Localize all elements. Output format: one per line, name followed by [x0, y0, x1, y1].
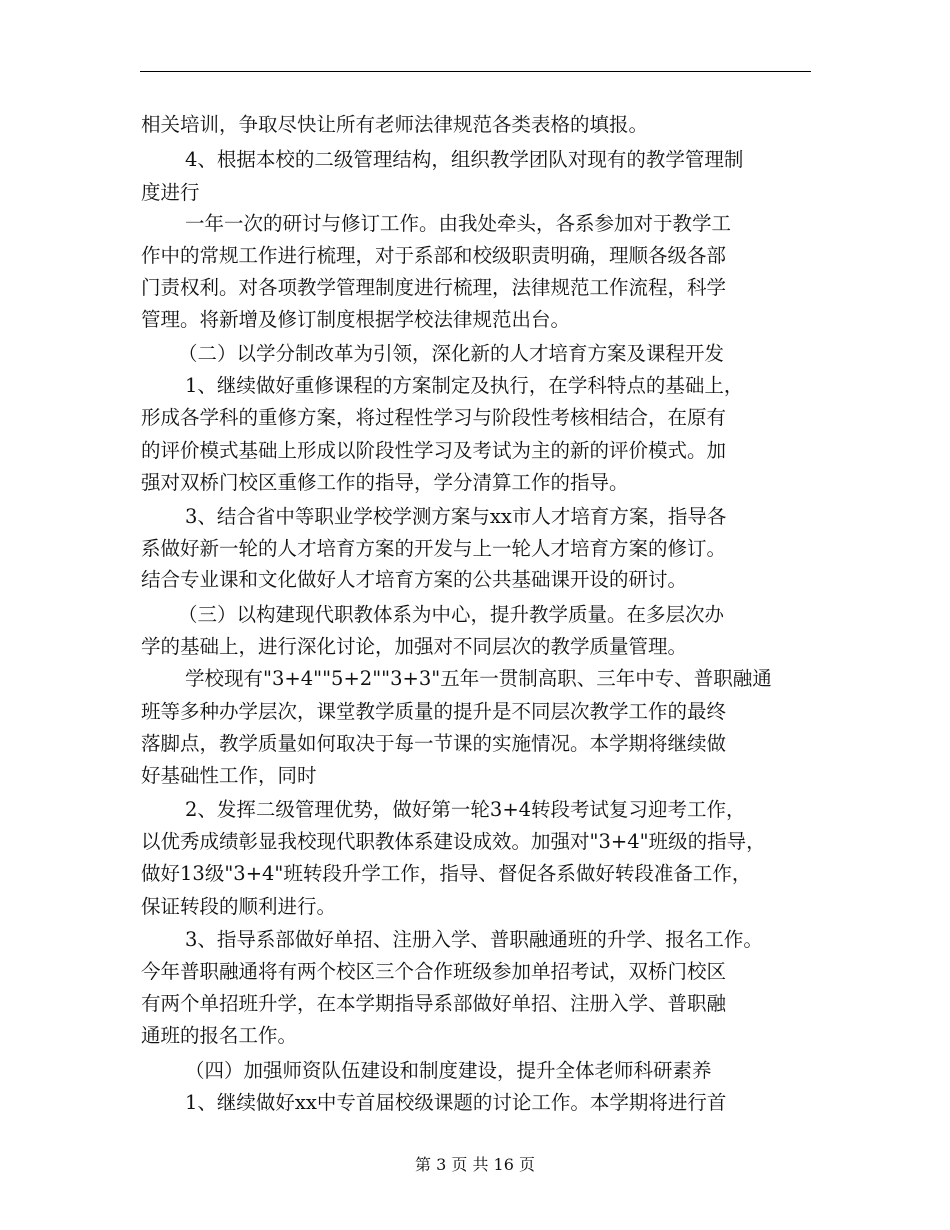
- section-heading: （二）以学分制改革为引领，深化新的人才培育方案及课程开发: [178, 342, 725, 365]
- text-line: 学校现有"3+4""5+2""3+3"五年一贯制高职、三年中专、普职融通: [185, 667, 772, 690]
- text-line: 2、发挥二级管理优势，做好第一轮3+4转段考试复习迎考工作，: [185, 798, 746, 821]
- text-line: 系做好新一轮的人才培育方案的开发与上一轮人才培育方案的修订。: [141, 537, 727, 560]
- text-line: 好基础性工作，同时: [141, 764, 317, 787]
- text-line: 1、继续做好重修课程的方案制定及执行，在学科特点的基础上，: [185, 374, 744, 397]
- text-line: 1、继续做好xx中专首届校级课题的讨论工作。本学期将进行首: [185, 1091, 727, 1114]
- text-line: 以优秀成绩彰显我校现代职教体系建设成效。加强对"3+4"班级的指导，: [141, 830, 766, 853]
- text-line: 作中的常规工作进行梳理，对于系部和校级职责明确，理顺各级各部: [141, 244, 727, 267]
- text-line: 的评价模式基础上形成以阶段性学习及考试为主的新的评价模式。加: [141, 439, 727, 462]
- text-line: 通班的报名工作。: [141, 1024, 298, 1047]
- text-line: 3、结合省中等职业学校学测方案与xx市人才培育方案，指导各: [185, 505, 727, 528]
- text-line: 门责权利。对各项教学管理制度进行梳理，法律规范工作流程，科学: [141, 276, 727, 299]
- text-line: 一年一次的研讨与修订工作。由我处牵头，各系参加对于教学工: [185, 212, 732, 235]
- text-line: 做好13级"3+4"班转段升学工作，指导、督促各系做好转段准备工作，: [141, 862, 752, 885]
- text-line: 3、指导系部做好单招、注册入学、普职融通班的升学、报名工作。: [185, 928, 763, 951]
- text-line: 4、根据本校的二级管理结构，组织教学团队对现有的教学管理制: [185, 148, 744, 171]
- text-line: 保证转段的顺利进行。: [141, 895, 337, 918]
- text-line: 相关培训，争取尽快让所有老师法律规范各类表格的填报。: [141, 113, 649, 136]
- text-line: 班等多种办学层次，课堂教学质量的提升是不同层次教学工作的最终: [141, 700, 727, 723]
- text-line: 落脚点，教学质量如何取决于每一节课的实施情况。本学期将继续做: [141, 732, 727, 755]
- section-heading: （四）加强师资队伍建设和制度建设，提升全体老师科研素养: [185, 1059, 712, 1082]
- text-line: 有两个单招班升学，在本学期指导系部做好单招、注册入学、普职融: [141, 992, 727, 1015]
- text-line: 管理。将新增及修订制度根据学校法律规范出台。: [141, 308, 571, 331]
- text-line: 今年普职融通将有两个校区三个合作班级参加单招考试，双桥门校区: [141, 960, 727, 983]
- page-footer: 第 3 页 共 16 页: [415, 1155, 535, 1174]
- text-line: 结合专业课和文化做好人才培育方案的公共基础课开设的研讨。: [141, 568, 688, 591]
- section-heading: （三）以构建现代职教体系为中心，提升教学质量。在多层次办: [178, 603, 725, 626]
- text-line: 度进行: [141, 181, 200, 204]
- text-line: 形成各学科的重修方案，将过程性学习与阶段性考核相结合，在原有: [141, 406, 727, 429]
- text-line: 学的基础上，进行深化讨论，加强对不同层次的教学质量管理。: [141, 635, 688, 658]
- text-line: 强对双桥门校区重修工作的指导，学分清算工作的指导。: [141, 471, 629, 494]
